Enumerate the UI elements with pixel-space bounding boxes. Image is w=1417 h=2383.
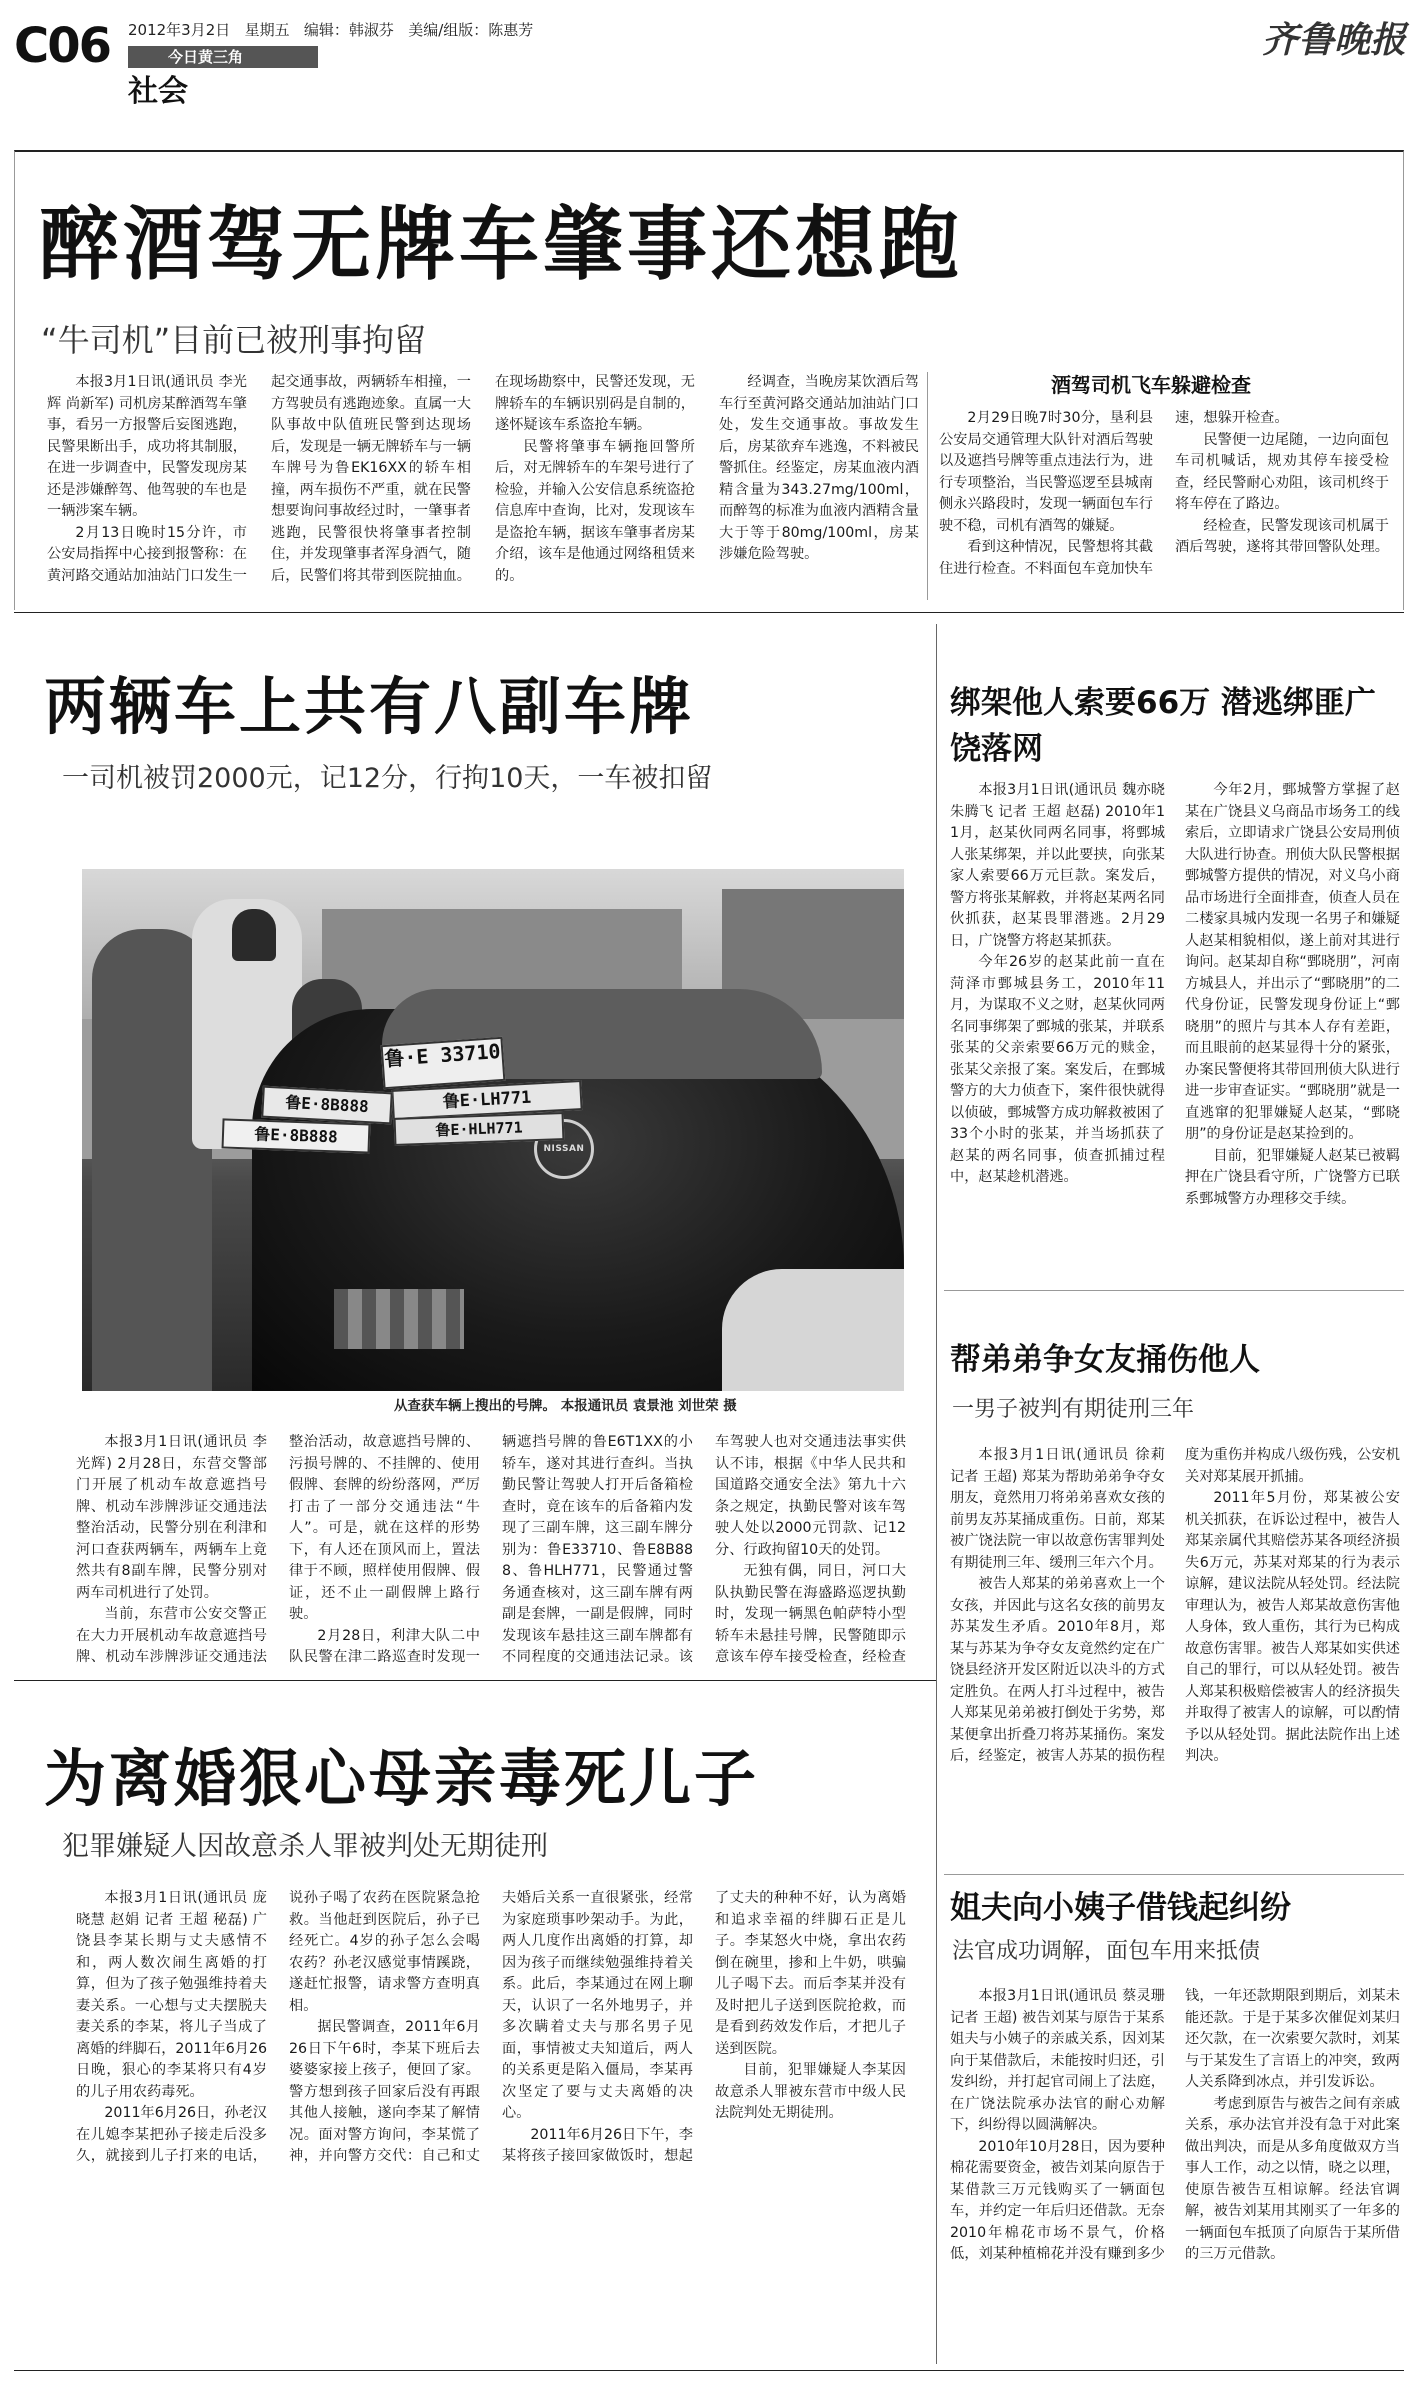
paragraph: 本报3月1日讯(通讯员 李光辉) 2月28日，东营交警部门开展了机动车故意遮挡号牌、机动车涉牌涉证交通违法整治活动，民警分别在利津和河口查获两辆车，两辆车上竟然共有8副车牌，民警分别对两车司机进行了处罚。 xyxy=(76,1434,267,1601)
headline: 姐夫向小姨子借钱起纠纷 xyxy=(950,1890,1291,1926)
article-brother-fight xyxy=(950,1300,1400,1880)
sidebar-body xyxy=(939,408,1389,598)
subhead: 一男子被判有期徒刑三年 xyxy=(952,1397,1195,1422)
editor-credit: 编辑：韩淑芬 xyxy=(303,21,394,39)
headline: 帮弟弟争女友捅伤他人 xyxy=(950,1342,1260,1378)
paragraph: 本报3月1日讯(通讯员 徐莉 记者 王超) 郑某为帮助弟弟争夺女朋友，竟然用刀将弟弟喜欢女孩的前男友苏某捅成重伤。日前，郑某被广饶法院一审以故意伤害罪判处有期徒刑三年、缓刑三年六个月。 xyxy=(950,1447,1165,1571)
paragraph: 今年2月，鄄城警方掌握了赵某在广饶县义乌商品市场务工的线索后，立即请求广饶县公安局刑侦大队进行协查。刑侦大队民警根据鄄城警方提供的情况，对义乌小商品市场进行全面排查，侦查人员在二楼家具城内发现一名男子和嫌疑人赵某相貌相似，遂上前对其进行询问。赵某却自称“鄄晓朋”，河南方城县人，并出示了“鄄晓朋”的二代身份证，民警发现身份证上“鄄晓朋”的照片与其本人存有差距，而且眼前的赵某显得十分的紧张，办案民警便将其带回刑侦大队进行进一步审查证实。“鄄晓朋”就是一直逃窜的犯罪嫌疑人赵某，“鄄晓朋”的身份证是赵某捡到的。 xyxy=(1185,782,1400,1142)
news-photo xyxy=(82,869,904,1391)
subhead: 犯罪嫌疑人因故意杀人罪被判处无期徒刑 xyxy=(62,1831,548,1862)
sidebar-headline: 酒驾司机飞车躲避检查 xyxy=(1051,373,1251,397)
section-name: 社会 xyxy=(128,74,188,109)
headline: 为离婚狠心母亲毒死儿子 xyxy=(44,1742,760,1815)
paragraph: 当前，东营市公安交警正在大力开展机动车故意遮挡号牌、机动车涉牌涉证交通违法整治活动，故意遮挡号牌的、污损号牌的、不挂牌的、使用假牌、套牌的纷纷落网，严厉打击了一部分交通违法“牛人”。可是，就在这样的形势下，有人还在顶风而上，置法律于不顾，照样使用假牌、假证，还不止一副假牌上路行驶。 xyxy=(76,1434,480,1665)
masthead xyxy=(0,0,1417,140)
paragraph: 本报3月1日讯(通讯员 李光辉 尚新军) 司机房某醉酒驾车肇事，看另一方报警后妄图逃跑，民警果断出手，成功将其制服，在进一步调查中，民警发现房某还是涉嫌醉驾、他驾驶的车也是一辆涉案车辆。 xyxy=(47,374,247,519)
article-loan-dispute xyxy=(950,1882,1400,2362)
article-body xyxy=(76,1432,906,1672)
paragraph: 民警便一边尾随，一边向面包车司机喊话，规劝其停车接受检查，经民警耐心劝阻，该司机终于将车停在了路边。 xyxy=(1175,431,1389,512)
paragraph: 民警将肇事车辆拖回警所后，对无牌轿车的车架号进行了检验，并输入公安信息系统盗抢信息库中查询，比对，发现该车是盗抢车辆，据该车肇事者房某介绍，该车是他通过网络租赁来的。 xyxy=(495,438,695,584)
headline: 醉酒驾无牌车肇事还想跑 xyxy=(39,198,963,291)
paragraph: 看到这种情况，民警想将其截住进行检查。不料面包车竟加快车速，想躲开检查。 xyxy=(939,410,1289,577)
designer-credit: 美编/组版：陈惠芳 xyxy=(408,21,534,39)
paragraph: 经调查，当晚房某饮酒后驾车行至黄河路交通站加油站门口处，发生交通事故。事故发生后，房某欲弃车逃逸，不料被民警抓住。经鉴定，房某血液内酒精含量为343.27mg/100ml，而醉驾的标准为血液内酒精含量大于等于80mg/100ml，房某涉嫌危险驾驶。 xyxy=(719,374,919,562)
paragraph: 2月13日晚时15分许，市公安局指挥中心接到报警称：在黄河路交通站加油站门口发生一起交通事故，两辆轿车相撞，一方驾驶员有逃跑迹象。直属一大队事故中队值班民警到达现场后，发现是一辆无牌轿车与一辆车牌号为鲁EK16XX的轿车相撞，两车损伤不严重，就在民警想要询问事故经过时，一肇事者逃跑，民警很快将肇事者控制住，并发现肇事者浑身酒气，随后，民警们将其带到医院抽血。在现场勘察中，民警还发现，无牌轿车的车辆识别码是自制的，遂怀疑该车系盗抢车辆。 xyxy=(47,374,695,584)
headline: 两辆车上共有八副车牌 xyxy=(44,670,695,743)
article-body xyxy=(76,1888,906,2358)
paragraph: 本报3月1日讯(通讯员 魏亦晓 朱腾飞 记者 王超 赵磊) 2010年11月，赵某伙同两名同事，将鄄城人张某绑架，并以此要挟，向张某家人索要66万元巨款。案发后，警方将张某解救，并将赵某两名同伙抓获，赵某畏罪潜逃。2月29日，广饶警方将赵某抓获。 xyxy=(950,782,1165,949)
paragraph: 考虑到原告与被告之间有亲戚关系，承办法官并没有急于对此案做出判决，而是从多角度做双方当事人工作，动之以情，晓之以理，使原告被告互相谅解。经法官调解，被告刘某用其刚买了一年多的一辆面包车抵顶了向原告于某所借的三万元借款。 xyxy=(1185,2095,1400,2262)
headline: 绑架他人索要66万 潜逃绑匪广饶落网 xyxy=(950,685,1376,767)
paragraph: 目前，犯罪嫌疑人赵某已被羁押在广饶县看守所，广饶警方已联系鄄城警方办理移交手续。 xyxy=(1185,1147,1400,1207)
license-plate: 鲁E·8B888 xyxy=(261,1086,392,1125)
paragraph: 本报3月1日讯(通讯员 蔡灵珊 记者 王超) 被告刘某与原告于某系姐夫与小姨子的亲戚关系，因刘某向于某借款后，未能按时归还，引发纠纷，并打起官司闹上了法庭，在广饶法院承办法官的耐心劝解下，纠纷得以圆满解决。 xyxy=(950,1988,1165,2133)
paper-logo: 齐鲁晚报 xyxy=(1262,19,1407,61)
paragraph: 2011年5月份，郑某被公安机关抓获，在诉讼过程中，被告人郑某亲属代其赔偿苏某各项经济损失6万元，苏某对郑某的行为表示谅解，建议法院从轻处罚。经法院审理认为，被告人郑某故意伤害他人身体，致人重伤，其行为已构成故意伤害罪。被告人郑某如实供述自己的罪行，可以从轻处罚。被告人郑某积极赔偿被害人的经济损失并取得了被害人的谅解，可以酌情予以从轻处罚。据此法院作出上述判决。 xyxy=(1185,1490,1400,1764)
article-body xyxy=(950,1986,1400,2358)
article-drunk-driving xyxy=(14,150,1404,610)
subhead: “牛司机”目前已被刑事拘留 xyxy=(41,321,427,359)
article-body xyxy=(47,372,919,600)
blurred-plate xyxy=(334,1289,464,1349)
paragraph: 2月29日晚7时30分，垦利县公安局交通管理大队针对酒后驾驶以及遮挡号牌等重点违法行为，进行专项整治，当民警巡逻至县城南侧永兴路段时，发现一辆面包车行驶不稳，司机有酒驾的嫌疑。 xyxy=(939,410,1153,534)
article-mother-poison xyxy=(14,1690,926,2370)
photo-caption: 从查获车辆上搜出的号牌。 本报通讯员 袁景池 刘世荣 摄 xyxy=(394,1398,737,1414)
issue-info xyxy=(128,20,533,40)
paragraph: 2011年6月26日，孙老汉在儿媳李某把孙子接走后没多久，就接到儿子打来的电话，说孙子喝了农药在医院紧急抢救。当他赶到医院后，孙子已经死亡。4岁的孙子怎么会喝农药？孙老汉感觉事情蹊跷，遂赶忙报警，请求警方查明真相。 xyxy=(76,1890,480,2164)
article-kidnapping xyxy=(950,680,1400,1280)
license-plate: 鲁E·8B888 xyxy=(222,1118,371,1153)
license-plate: 鲁E·HLH771 xyxy=(394,1112,565,1146)
issue-date: 2012年3月2日 xyxy=(128,21,231,39)
paragraph: 2月28日，利津大队二中队民警在津二路巡查时发现一辆遮挡号牌的鲁E6T1XX的小轿车，遂对其进行查纠。当执勤民警让驾驶人打开后备箱检查时，竟在该车的后备箱内发现了三副车牌，这三副车牌分别为：鲁E33710、鲁E8B888、鲁HLH771，民警通过警务通查核对，这三副车牌有两副是套牌，一副是假牌，同时发现该车悬挂这三副车牌都有不同程度的交通违法记录。该车驾驶人也对交通违法事实供认不讳，根据《中华人民共和国道路交通安全法》第九十六条之规定，执勤民警对该车驾驶人处以2000元罚款、记12分、行政拘留10天的处罚。 xyxy=(289,1434,906,1665)
paragraph: 2011年6月26日下午，李某将孩子接回家做饭时，想起了丈夫的种种不好，认为离婚和追求幸福的绊脚石正是儿子。李某怒火中烧，拿出农药倒在碗里，掺和上牛奶，哄骗儿子喝下去。而后李某并没有及时把儿子送到医院抢救，而是看到药效发作后，才把儿子送到医院。 xyxy=(502,1890,906,2164)
paragraph: 被告人郑某的弟弟喜欢上一个女孩，并因此与这名女孩的前男友苏某发生矛盾。2010年8月，郑某与苏某为争夺女友竟然约定在广饶县经济开发区附近以决斗的方式定胜负。在两人打斗过程中，被告人郑某见弟弟被打倒处于劣势，郑某便拿出折叠刀将苏某捅伤。案发后，经鉴定，被害人苏某的损伤程度为重伤并构成八级伤残，公安机关对郑某展开抓捕。 xyxy=(950,1447,1400,1764)
paragraph: 经检查，民警发现该司机属于酒后驾驶，遂将其带回警队处理。 xyxy=(1175,517,1389,555)
article-body xyxy=(950,780,1400,1260)
article-plates xyxy=(14,624,926,1680)
license-plate: 鲁E·LH771 xyxy=(391,1080,582,1120)
paragraph: 2010年10月28日，因为要种棉花需要资金，被告刘某向原告于某借款三万元钱购买了一辆面包车，并约定一年后归还借款。无奈2010年棉花市场不景气，价格低，刘某种植棉花并没有赚到多少钱，一年还款期限到期后，刘某未能还款。于是于某多次催促刘某归还欠款，在一次索要欠款时，刘某与于某发生了言语上的冲突，致两人关系降到冰点，并引发诉讼。 xyxy=(950,1988,1400,2262)
sidebar-checkpoint xyxy=(939,372,1389,600)
paragraph: 今年26岁的赵某此前一直在菏泽市鄄城县务工，2010年11月，为谋取不义之财，赵某伙同两名同事绑架了鄄城的张某，并联系张某的父亲索要66万元的赎金，张某父亲报了案。案发后，在鄄城警方的大力侦查下，案件很快就得以侦破，鄄城警方成功解救被困了33个小时的张某，并当场抓获了赵某的两名同事，侦查抓捕过程中，赵某趁机潜逃。 xyxy=(950,954,1165,1185)
issue-weekday: 星期五 xyxy=(244,21,290,39)
subhead: 一司机被罚2000元，记12分，行拘10天，一车被扣留 xyxy=(62,763,713,794)
paragraph: 无独有偶，同日，河口大队执勤民警在海盛路巡逻执勤时，发现一辆黑色帕萨特小型轿车未悬挂号牌，民警随即示意该车停车接受检查，经检查 xyxy=(715,1563,906,1665)
license-plate: 鲁·E 33710 xyxy=(381,1037,506,1089)
region-tab xyxy=(128,46,318,68)
paragraph: 本报3月1日讯(通讯员 庞晓慧 赵娟 记者 王超 秘磊) 广饶县李某长期与丈夫感情不和，两人数次闹生离婚的打算，但为了孩子勉强维持着夫妻关系。一心想与丈夫摆脱夫妻关系的李某，将儿子当成了离婚的绊脚石，2011年6月26日晚，狠心的李某将只有4岁的儿子用农药毒死。 xyxy=(76,1890,267,2100)
region-tab-label: 今日黄三角 xyxy=(168,48,244,66)
paragraph: 目前，犯罪嫌疑人李某因故意杀人罪被东营市中级人民法院判处无期徒刑。 xyxy=(715,2062,906,2121)
subhead: 法官成功调解，面包车用来抵债 xyxy=(952,1939,1261,1964)
paragraph: 据民警调查，2011年6月26日下午6时，李某下班后去婆婆家接上孩子，便回了家。警方想到孩子回家后没有再跟其他人接触，遂向李某了解情况。面对警方询问，李某慌了神，并向警方交代：自己和丈夫婚后关系一直很紧张，经常为家庭琐事吵架动手。为此，两人几度作出离婚的打算，却因为孩子而继续勉强维持着关系。此后，李某通过在网上聊天，认识了一名外地男子，并多次瞒着丈夫与那名男子见面，事情被丈夫知道后，两人的关系更是陷入僵局，李某再次坚定了要与丈夫离婚的决心。 xyxy=(289,1890,693,2164)
article-body xyxy=(950,1445,1400,1865)
page-number: C06 xyxy=(14,18,111,74)
car-badge: NISSAN xyxy=(534,1119,594,1179)
